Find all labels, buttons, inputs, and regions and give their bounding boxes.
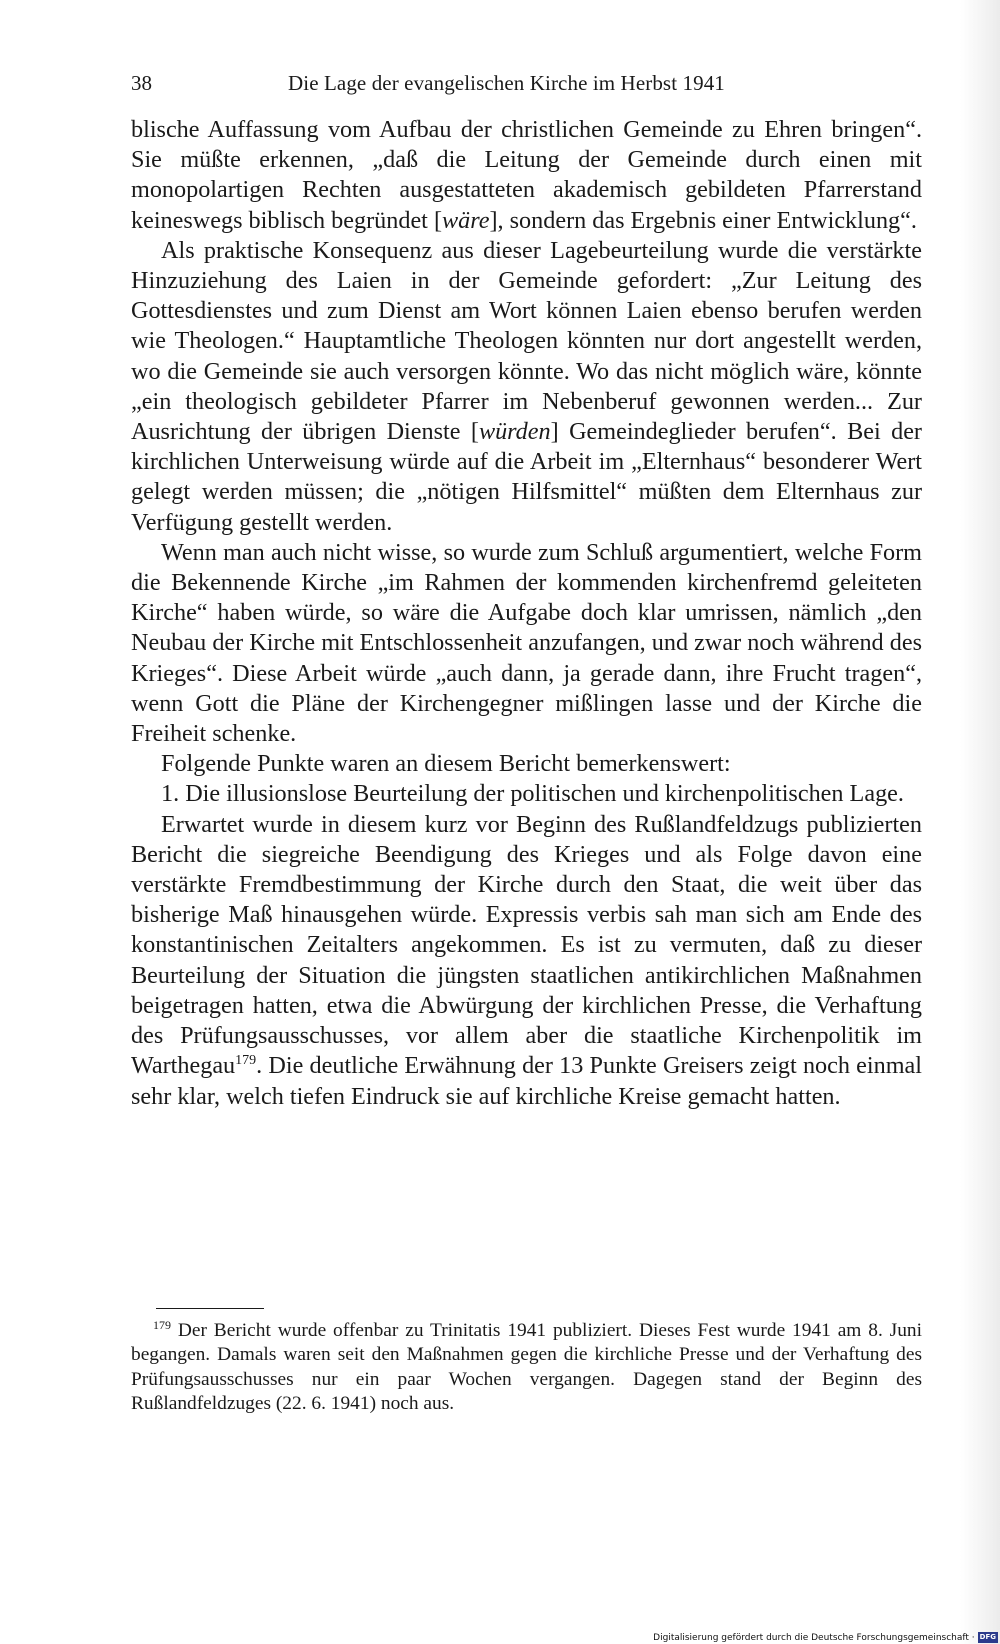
paragraph-3: Wenn man auch nicht wisse, so wurde zum Schluß argumentiert, welche Form die Bekennende Kirche „im Rahmen der kommenden kirchenfremd geleiteten Kirche“ haben würde, so wäre die Aufgabe doch klar umrissen, nämlich „den Neubau der Kirche mit Entschlossenheit anzufangen, und zwar noch während des Krieges“. Diese Arbeit würde „auch dann, ja gerade dann, ihre Frucht tragen“, wenn Gott die Pläne der Kirchengegner mißlingen lasse und der Kirche die Freiheit schenke.: [131, 538, 922, 748]
paragraph-1: [131, 115, 922, 236]
paragraph-4: Folgende Punkte waren an diesem Bericht bemerkenswert:: [161, 750, 731, 778]
footnote-text: Der Bericht wurde offenbar zu Trinitatis 1941 publiziert. Dieses Fest wurde 1941 am 8. Juni begangen. Damals waren seit den Maßnahmen gegen die kirchliche Presse und der Verhaftung des Prüfungsausschusses nur ein paar Wochen vergangen. Dagegen stand der Beginn des Rußlandfeldzuges (22. 6. 1941) noch aus.: [131, 1320, 922, 1415]
credit-text: Digitalisierung gefördert durch die Deutsche Forschungsgemeinschaft ·: [653, 1632, 975, 1643]
footnote: [131, 1319, 922, 1417]
running-title: Die Lage der evangelischen Kirche im Herbst 1941: [288, 71, 725, 95]
paragraph-1-end: ], sondern das Ergebnis einer Entwicklung“.: [489, 206, 917, 234]
paragraph-2-italic: würden: [478, 418, 551, 446]
paragraph-5: 1. Die illusionslose Beurteilung der politischen und kirchenpolitischen Lage.: [161, 780, 904, 808]
footnote-number: 179: [153, 1318, 171, 1332]
digitization-credit: [653, 1631, 998, 1644]
page-number: 38: [131, 71, 152, 95]
paragraph-2-text: Als praktische Konsequenz aus dieser Lagebeurteilung wurde die verstärkte Hinzuziehung des Laien in der Gemeinde gefordert: „Zur Leitung des Gottesdienstes und zum Dienst am Wort können Laien ebenso berufen werden wie Theologen.“ Hauptamtliche Theologen könnten nur dort angestellt werden, wo die Gemeinde sie auch versorgen könnte. Wo das nicht möglich wäre, könnte „ein theologisch gebildeter Pfarrer im Nebenberuf gewonnen werden... Zur Ausrichtung der übrigen Dienste [: [131, 236, 922, 446]
body-text: [131, 115, 922, 1112]
paragraph-1-text: blische Auffassung vom Aufbau der christlichen Gemeinde zu Ehren bringen“. Sie müßte erkennen, „daß die Leitung der Gemeinde durch einen mit monopolartigen Rechten ausgestatteten akademisch gebildeten Pfarrerstand keineswegs biblisch begründet [: [131, 116, 922, 234]
dfg-logo: DFG: [979, 1633, 996, 1641]
running-header: [131, 70, 926, 96]
paragraph-1-italic: wäre: [442, 206, 490, 234]
paragraph-2: [131, 236, 922, 538]
paragraph-2-end: ] Gemeindeglieder berufen“. Bei der kirchlichen Unterweisung würde auf die Arbeit im „Elternhaus“ besonderer Wert gelegt werden müssen; die „nötigen Hilfsmittel“ müßten dem Elternhaus zur Verfügung gestellt werden.: [131, 418, 922, 536]
page-edge-shadow: [960, 0, 1000, 1644]
footnote-reference: 179: [235, 1053, 257, 1069]
paragraph-6-text: Erwartet wurde in diesem kurz vor Beginn des Rußlandfeldzugs publizierten Bericht die siegreiche Beendigung des Krieges und als Folge davon eine verstärkte Fremdbestimmung der Kirche durch den Staat, die weit über das bisherige Maß hinausgehen würde. Expressis verbis sah man sich am Ende des konstantinischen Zeitalters angekommen. Es ist zu vermuten, daß zu dieser Beurteilung der Situation die jüngsten staatlichen antikirchlichen Maßnahmen beigetragen hatten, etwa die Abwürgung der kirchlichen Presse, die Verhaftung des Prüfungsausschusses, vor allem aber die staatliche Kirchenpolitik im Warthegau: [131, 810, 922, 1080]
footnote-divider: [156, 1308, 264, 1309]
paragraph-6: [131, 810, 922, 1112]
paragraph-6-end: . Die deutliche Erwähnung der 13 Punkte Greisers zeigt noch einmal sehr klar, welch tiefen Eindruck sie auf kirchliche Kreise gemacht hatten.: [131, 1052, 922, 1110]
